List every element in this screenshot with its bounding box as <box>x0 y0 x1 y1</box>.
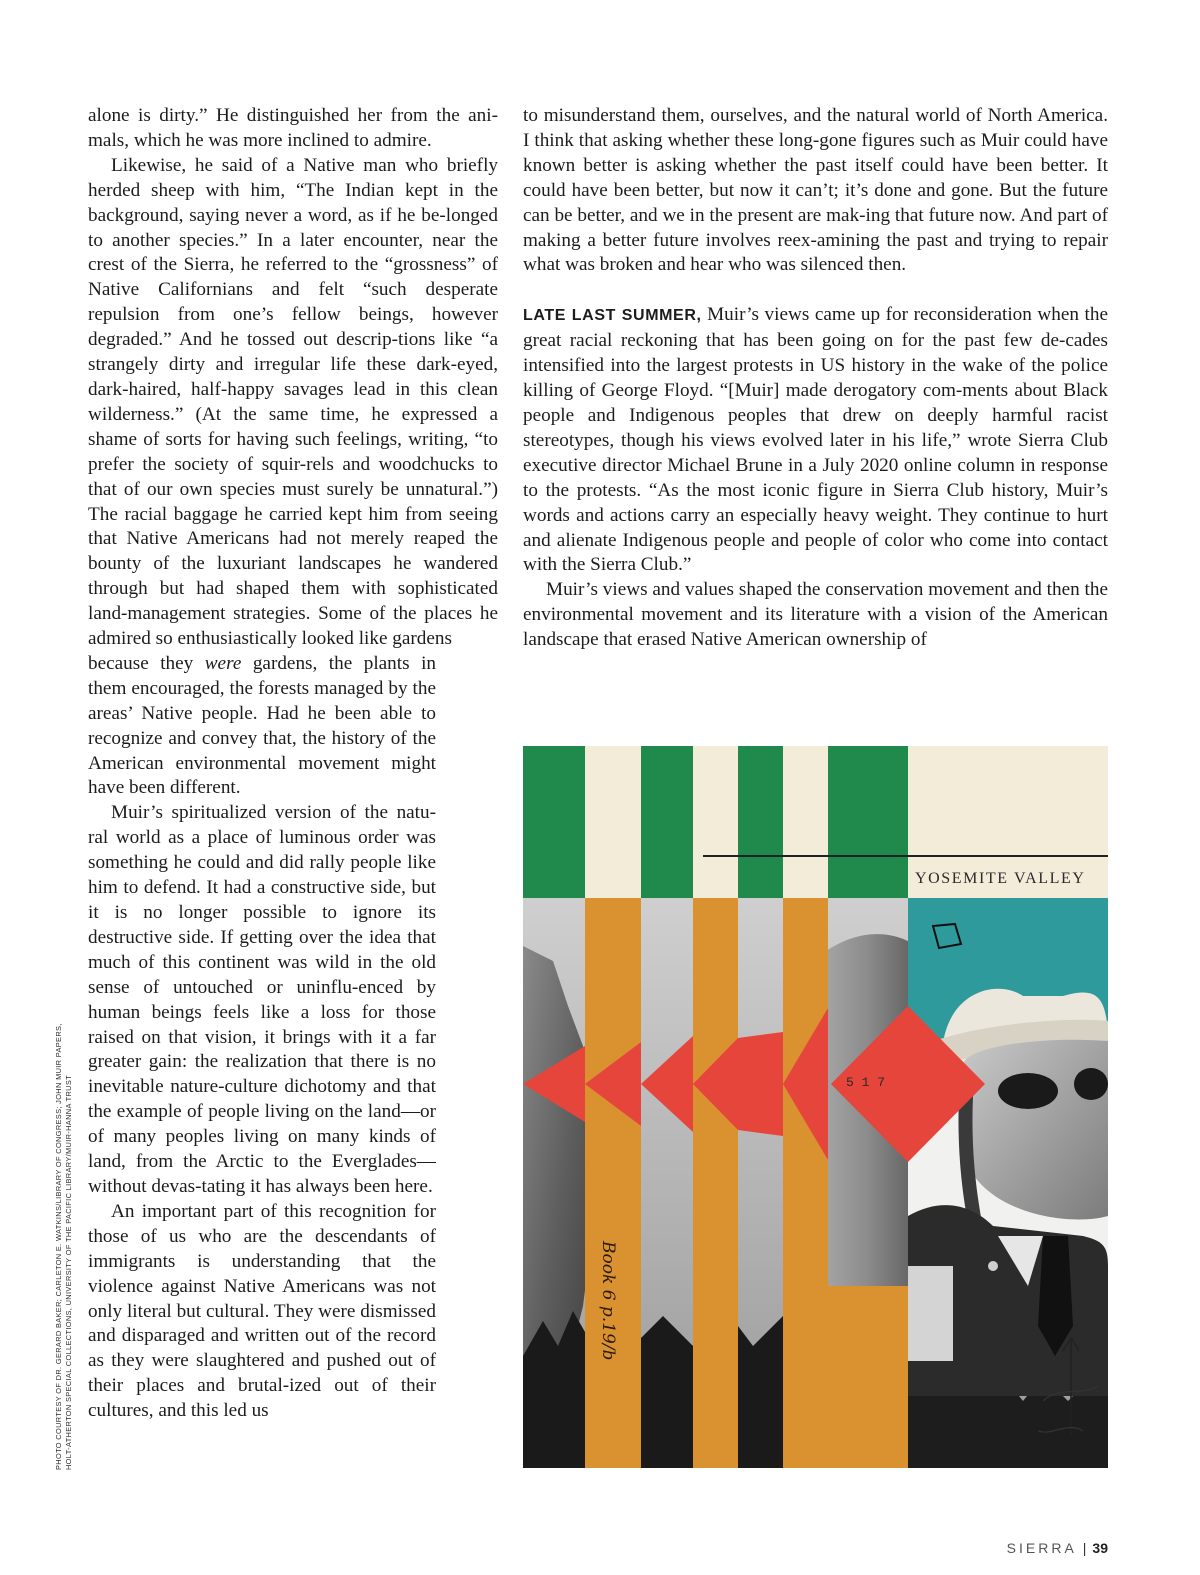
right-paragraph-1: to misunderstand them, ourselves, and the natural world of North America. I think that asking whether these long-gone figures such as Muir could have known better is asking whether the past itself could have been better. It could have been better, but now it can’t; it’s done and gone. But the future can be better, and we in the present are mak-ing that future now. And part of making a better future involves reex-amining the past and trying to repair what was broken and hear who was silenced then. <box>523 105 1108 276</box>
ochre-block <box>828 1286 908 1468</box>
emphasis-text: were <box>204 652 242 674</box>
ochre-stripe <box>693 898 738 1468</box>
text-span: Muir’s views came up for reconsideration when the great racial reckoning that has been going on for the past few de-cades intensified into the largest protests in US history in the wake of the police killing of George Floyd. “[Muir] made derogatory com-ments about Black people and Indigenous peoples that drew on deeply harmful racist stereotypes, though his views evolved later in his life,” wrote Sierra Club executive director Michael Brune in a July 2020 online column in response to the protests. “As the most iconic figure in Sierra Club history, Muir’s words and actions carry an especially heavy weight. They continue to hurt and alienate Indigenous people and people of color who come into contact with the Sierra Club.” <box>523 304 1108 576</box>
lead-in: LATE LAST SUMMER, <box>523 307 702 325</box>
text-span: because they <box>88 652 205 674</box>
tree-line <box>523 1306 823 1468</box>
left-paragraph-1: alone is dirty.” He distinguished her from the ani-mals, which he was more inclined to admire. <box>88 105 498 151</box>
ochre-stripe <box>783 898 828 1468</box>
page-number: 39 <box>1092 1540 1108 1556</box>
right-text-column <box>523 104 1108 653</box>
page-folio <box>1007 1540 1108 1556</box>
magazine-name: SIERRA <box>1006 1540 1077 1556</box>
green-stripe <box>828 746 908 898</box>
left-paragraph-2-continued <box>88 652 436 801</box>
folio-separator: | <box>1082 1540 1087 1556</box>
sunglasses <box>998 1073 1058 1109</box>
left-paragraph-4: An important part of this recognition for those of us who are the descendants of immigrants is understanding that the violence against Native Americans was not only literal but cultural. They were dismissed and disparaged and written out of the record as they were slaughtered and pushed out of their places and brutal-ized out of their cultures, and this led us <box>88 1200 436 1422</box>
photo-credit <box>54 990 73 1470</box>
right-paragraph-3: Muir’s views and values shaped the conservation movement and then the environmental movement and its literature with a vision of the American landscape that erased Native American ownership of <box>523 579 1108 651</box>
left-paragraph-3: Muir’s spiritualized version of the natu-ral world as a place of luminous order was something he could and did rally people like him to defend. It had a constructive side, but it is no longer possible to ignore its destructive side. If getting over the idea that much of this continent was wild in the old sense of untouched or uninflu-enced by human beings feels like a loss for those raised on that vision, it brings with it a far greater gain: the realization that there is no inevitable nature-culture dichotomy and that the example of people living on the land—or of many peoples living on many kinds of land, from the Arctic to the Everglades—without devas-tating it has always been here. <box>88 802 436 1197</box>
green-stripe <box>523 746 585 898</box>
green-stripe <box>641 746 693 898</box>
left-paragraph-2: Likewise, he said of a Native man who briefly herded sheep with him, “The Indian kept in the background, saying never a word, as if he be-longed to another species.” In a later encounter, near the crest of the Sierra, he referred to the “grossness” of Native Californians and felt “such desperate repulsion from one’s fellow beings, however degraded.” And he tossed out descrip-tions like “a strangely dirty and irregular life these dark-eyed, dark-haired, half-happy savages lead in this clean wilderness.” (At the same time, he expressed a shame of sorts for having such feelings, writing, “to prefer the society of squir-rels and woodchucks to that of our own species must surely be unnatural.”) The racial baggage he carried kept him from seeing that Native Americans had not merely reaped the bounty of the luxuriant landscapes he wandered through but had shaped them with sophisticated land-management strategies. Some of the places he admired so enthusiastically looked like gardens <box>88 154 498 650</box>
catalog-number: 5 1 7 <box>846 1075 886 1090</box>
jacket-detail <box>908 1266 953 1361</box>
text-span: gardens, the plants in them encouraged, the forests managed by the areas’ Native people. Had he been able to recognize and convey that, the history of the American environmental movement might have been different. <box>88 652 436 799</box>
left-text-column <box>88 104 498 1424</box>
pin-badge <box>988 1261 998 1271</box>
yosemite-valley-label: YOSEMITE VALLEY <box>915 870 1086 887</box>
left-narrow-block <box>88 652 436 1424</box>
collage-svg <box>523 746 1108 1468</box>
green-stripe <box>738 746 783 898</box>
right-paragraph-2 <box>523 303 1108 578</box>
photo-credit-line-2: HOLT-ATHERTON SPECIAL COLLECTIONS, UNIVERSITY OF THE PACIFIC LIBRARY/MUIR-HANNA TRUST <box>63 1075 73 1470</box>
sunglasses <box>1074 1068 1108 1100</box>
collage-illustration <box>523 746 1108 1468</box>
handwritten-note: Book 6 p.19/b <box>598 1241 618 1361</box>
photo-credit-line-1: PHOTO COURTESY OF DR. GERARD BAKER; CARLETON E. WATKINS/LIBRARY OF CONGRESS; JOHN MUIR PAPERS, <box>54 1023 63 1470</box>
ochre-stripe <box>585 898 641 1468</box>
section-break <box>523 278 1108 303</box>
